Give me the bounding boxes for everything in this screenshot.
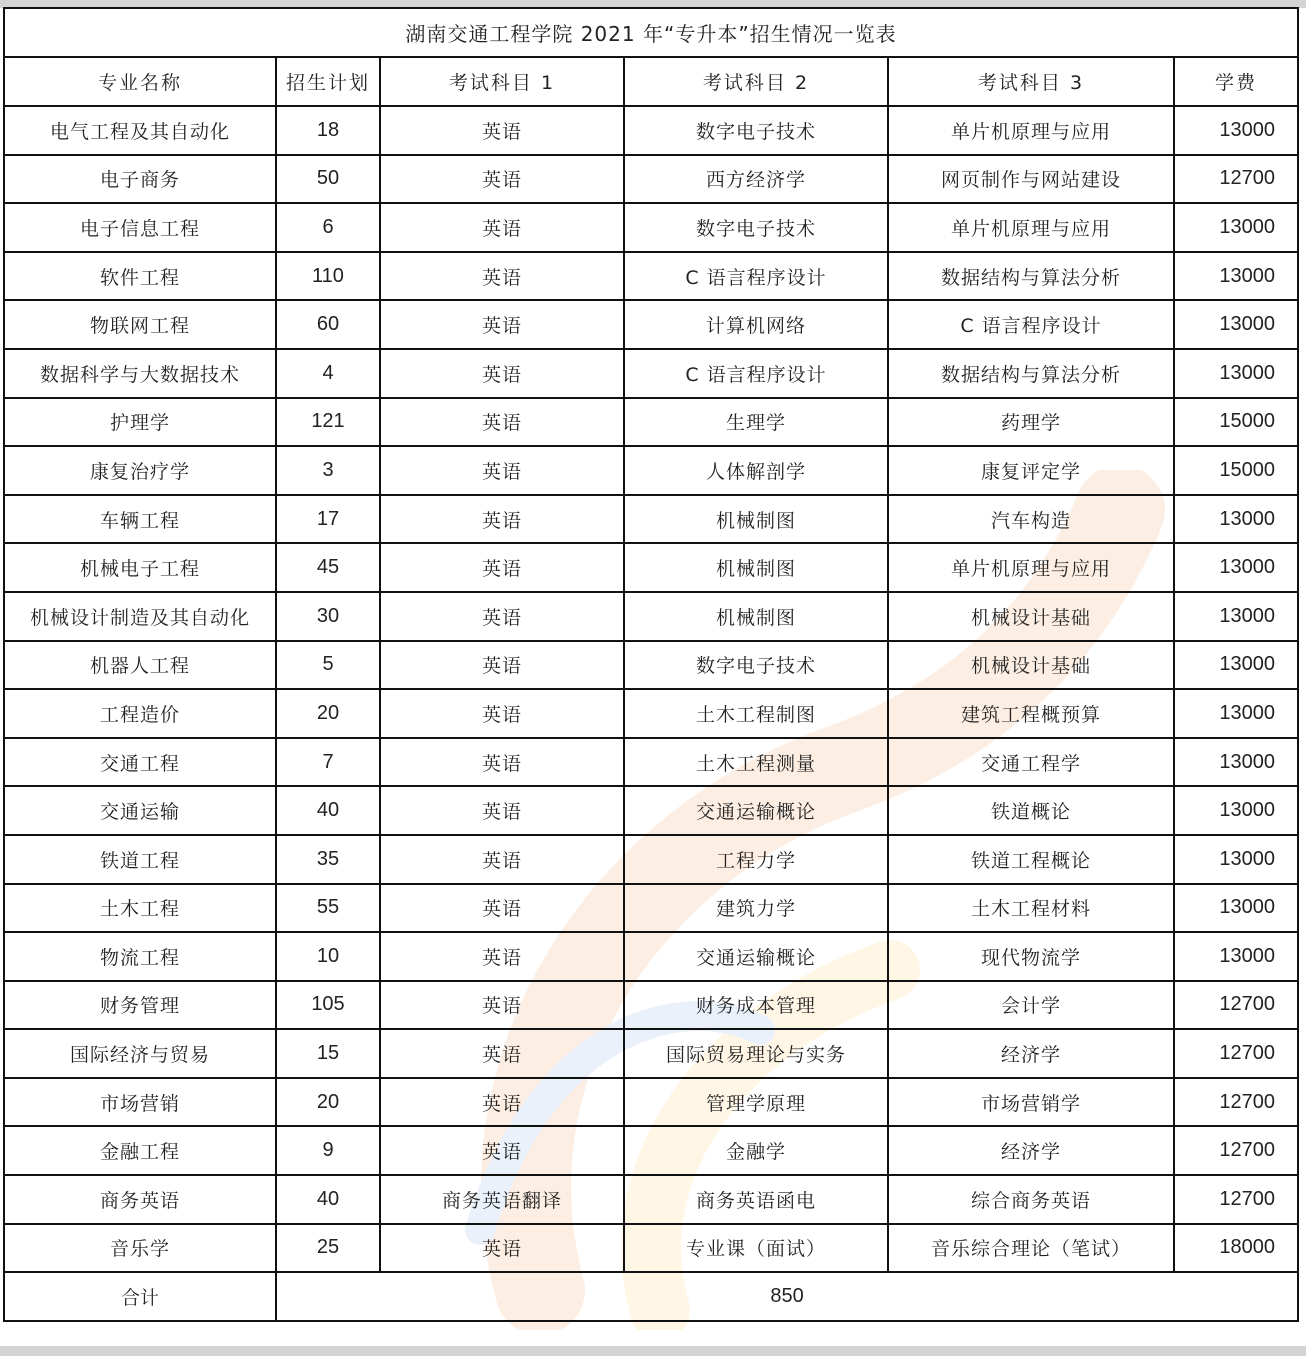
cell-major: 市场营销 bbox=[4, 1078, 276, 1127]
cell-fee: 13000 bbox=[1174, 203, 1298, 252]
cell-subject2: C 语言程序设计 bbox=[624, 349, 888, 398]
cell-fee: 18000 bbox=[1174, 1224, 1298, 1273]
table-row bbox=[4, 1224, 1298, 1273]
table-row bbox=[4, 884, 1298, 933]
cell-subject2: 机械制图 bbox=[624, 543, 888, 592]
cell-subject2: 人体解剖学 bbox=[624, 446, 888, 495]
cell-major: 国际经济与贸易 bbox=[4, 1029, 276, 1078]
cell-fee: 12700 bbox=[1174, 1126, 1298, 1175]
cell-fee: 13000 bbox=[1174, 252, 1298, 301]
cell-subject1: 英语 bbox=[380, 398, 624, 447]
cell-fee: 13000 bbox=[1174, 641, 1298, 690]
cell-subject1: 英语 bbox=[380, 932, 624, 981]
cell-subject2: 西方经济学 bbox=[624, 155, 888, 204]
cell-plan: 20 bbox=[276, 1078, 380, 1127]
cell-subject3: 康复评定学 bbox=[888, 446, 1174, 495]
cell-subject2: 机械制图 bbox=[624, 592, 888, 641]
cell-subject2: 数字电子技术 bbox=[624, 203, 888, 252]
cell-fee: 13000 bbox=[1174, 543, 1298, 592]
table-row bbox=[4, 446, 1298, 495]
cell-plan: 121 bbox=[276, 398, 380, 447]
cell-major: 商务英语 bbox=[4, 1175, 276, 1224]
table-row bbox=[4, 203, 1298, 252]
cell-subject3: 数据结构与算法分析 bbox=[888, 349, 1174, 398]
cell-subject1: 英语 bbox=[380, 252, 624, 301]
cell-major: 交通工程 bbox=[4, 738, 276, 787]
cell-major: 护理学 bbox=[4, 398, 276, 447]
title-row bbox=[4, 8, 1298, 57]
cell-subject2: 管理学原理 bbox=[624, 1078, 888, 1127]
enrollment-table bbox=[3, 7, 1299, 1322]
cell-subject2: 数字电子技术 bbox=[624, 641, 888, 690]
header-row bbox=[4, 57, 1298, 106]
cell-plan: 35 bbox=[276, 835, 380, 884]
header-fee: 学费 bbox=[1174, 57, 1298, 106]
cell-subject1: 英语 bbox=[380, 981, 624, 1030]
cell-plan: 3 bbox=[276, 446, 380, 495]
cell-fee: 13000 bbox=[1174, 932, 1298, 981]
enrollment-table-container bbox=[3, 7, 1297, 1322]
cell-subject3: 机械设计基础 bbox=[888, 641, 1174, 690]
cell-subject3: 经济学 bbox=[888, 1029, 1174, 1078]
cell-subject2: 数字电子技术 bbox=[624, 106, 888, 155]
total-label: 合计 bbox=[4, 1272, 276, 1321]
cell-subject1: 英语 bbox=[380, 446, 624, 495]
cell-fee: 13000 bbox=[1174, 689, 1298, 738]
cell-fee: 15000 bbox=[1174, 398, 1298, 447]
cell-plan: 40 bbox=[276, 1175, 380, 1224]
table-row bbox=[4, 106, 1298, 155]
cell-major: 数据科学与大数据技术 bbox=[4, 349, 276, 398]
total-row bbox=[4, 1272, 1298, 1321]
cell-subject1: 英语 bbox=[380, 835, 624, 884]
cell-plan: 55 bbox=[276, 884, 380, 933]
cell-subject1: 英语 bbox=[380, 1078, 624, 1127]
table-row bbox=[4, 1126, 1298, 1175]
cell-major: 车辆工程 bbox=[4, 495, 276, 544]
table-row bbox=[4, 932, 1298, 981]
cell-major: 机械电子工程 bbox=[4, 543, 276, 592]
cell-subject2: 专业课（面试） bbox=[624, 1224, 888, 1273]
cell-plan: 25 bbox=[276, 1224, 380, 1273]
cell-fee: 13000 bbox=[1174, 835, 1298, 884]
cell-subject3: 药理学 bbox=[888, 398, 1174, 447]
cell-major: 金融工程 bbox=[4, 1126, 276, 1175]
cell-major: 物联网工程 bbox=[4, 300, 276, 349]
cell-major: 软件工程 bbox=[4, 252, 276, 301]
cell-subject2: 国际贸易理论与实务 bbox=[624, 1029, 888, 1078]
header-plan: 招生计划 bbox=[276, 57, 380, 106]
cell-major: 铁道工程 bbox=[4, 835, 276, 884]
cell-subject1: 英语 bbox=[380, 543, 624, 592]
cell-subject2: 交通运输概论 bbox=[624, 932, 888, 981]
cell-subject2: 财务成本管理 bbox=[624, 981, 888, 1030]
cell-subject2: 交通运输概论 bbox=[624, 786, 888, 835]
cell-plan: 5 bbox=[276, 641, 380, 690]
cell-subject2: 工程力学 bbox=[624, 835, 888, 884]
cell-subject2: 商务英语函电 bbox=[624, 1175, 888, 1224]
cell-subject1: 英语 bbox=[380, 738, 624, 787]
cell-subject3: 交通工程学 bbox=[888, 738, 1174, 787]
cell-plan: 50 bbox=[276, 155, 380, 204]
cell-plan: 7 bbox=[276, 738, 380, 787]
cell-fee: 13000 bbox=[1174, 738, 1298, 787]
header-subject1: 考试科目 1 bbox=[380, 57, 624, 106]
cell-fee: 15000 bbox=[1174, 446, 1298, 495]
table-row bbox=[4, 641, 1298, 690]
cell-subject1: 英语 bbox=[380, 203, 624, 252]
table-row bbox=[4, 349, 1298, 398]
table-row bbox=[4, 1175, 1298, 1224]
header-major: 专业名称 bbox=[4, 57, 276, 106]
cell-plan: 18 bbox=[276, 106, 380, 155]
cell-subject2: 计算机网络 bbox=[624, 300, 888, 349]
cell-subject3: 综合商务英语 bbox=[888, 1175, 1174, 1224]
cell-subject3: 铁道概论 bbox=[888, 786, 1174, 835]
table-row bbox=[4, 495, 1298, 544]
cell-subject3: 土木工程材料 bbox=[888, 884, 1174, 933]
table-row bbox=[4, 543, 1298, 592]
table-row bbox=[4, 300, 1298, 349]
cell-major: 电子商务 bbox=[4, 155, 276, 204]
cell-fee: 13000 bbox=[1174, 592, 1298, 641]
cell-plan: 15 bbox=[276, 1029, 380, 1078]
cell-major: 工程造价 bbox=[4, 689, 276, 738]
cell-subject1: 英语 bbox=[380, 106, 624, 155]
cell-plan: 60 bbox=[276, 300, 380, 349]
cell-subject1: 英语 bbox=[380, 884, 624, 933]
cell-subject3: 机械设计基础 bbox=[888, 592, 1174, 641]
cell-subject1: 英语 bbox=[380, 1029, 624, 1078]
cell-subject2: 土木工程测量 bbox=[624, 738, 888, 787]
cell-subject3: 建筑工程概预算 bbox=[888, 689, 1174, 738]
table-row bbox=[4, 689, 1298, 738]
table-row bbox=[4, 252, 1298, 301]
cell-major: 机械设计制造及其自动化 bbox=[4, 592, 276, 641]
cell-subject3: 单片机原理与应用 bbox=[888, 203, 1174, 252]
cell-subject1: 商务英语翻译 bbox=[380, 1175, 624, 1224]
cell-subject1: 英语 bbox=[380, 495, 624, 544]
cell-subject3: 数据结构与算法分析 bbox=[888, 252, 1174, 301]
cell-fee: 13000 bbox=[1174, 786, 1298, 835]
cell-subject1: 英语 bbox=[380, 592, 624, 641]
cell-subject2: 土木工程制图 bbox=[624, 689, 888, 738]
table-row bbox=[4, 981, 1298, 1030]
cell-subject1: 英语 bbox=[380, 300, 624, 349]
cell-subject3: 汽车构造 bbox=[888, 495, 1174, 544]
cell-subject1: 英语 bbox=[380, 155, 624, 204]
cell-plan: 4 bbox=[276, 349, 380, 398]
cell-subject3: 音乐综合理论（笔试） bbox=[888, 1224, 1174, 1273]
cell-subject1: 英语 bbox=[380, 786, 624, 835]
cell-major: 土木工程 bbox=[4, 884, 276, 933]
cell-subject3: 市场营销学 bbox=[888, 1078, 1174, 1127]
cell-subject3: 单片机原理与应用 bbox=[888, 543, 1174, 592]
cell-subject3: 铁道工程概论 bbox=[888, 835, 1174, 884]
cell-plan: 30 bbox=[276, 592, 380, 641]
cell-plan: 45 bbox=[276, 543, 380, 592]
total-value: 850 bbox=[276, 1272, 1298, 1321]
cell-major: 电气工程及其自动化 bbox=[4, 106, 276, 155]
cell-plan: 40 bbox=[276, 786, 380, 835]
cell-fee: 12700 bbox=[1174, 155, 1298, 204]
cell-major: 康复治疗学 bbox=[4, 446, 276, 495]
cell-fee: 13000 bbox=[1174, 884, 1298, 933]
table-row bbox=[4, 786, 1298, 835]
header-subject2: 考试科目 2 bbox=[624, 57, 888, 106]
cell-plan: 20 bbox=[276, 689, 380, 738]
cell-fee: 12700 bbox=[1174, 1029, 1298, 1078]
cell-plan: 9 bbox=[276, 1126, 380, 1175]
table-row bbox=[4, 1029, 1298, 1078]
cell-plan: 110 bbox=[276, 252, 380, 301]
cell-major: 音乐学 bbox=[4, 1224, 276, 1273]
cell-fee: 12700 bbox=[1174, 1175, 1298, 1224]
table-row bbox=[4, 398, 1298, 447]
cell-subject2: 机械制图 bbox=[624, 495, 888, 544]
cell-fee: 13000 bbox=[1174, 106, 1298, 155]
cell-plan: 17 bbox=[276, 495, 380, 544]
cell-subject3: 网页制作与网站建设 bbox=[888, 155, 1174, 204]
cell-subject2: 生理学 bbox=[624, 398, 888, 447]
table-row bbox=[4, 592, 1298, 641]
cell-fee: 13000 bbox=[1174, 495, 1298, 544]
cell-major: 财务管理 bbox=[4, 981, 276, 1030]
cell-subject1: 英语 bbox=[380, 689, 624, 738]
cell-subject3: 会计学 bbox=[888, 981, 1174, 1030]
cell-subject1: 英语 bbox=[380, 641, 624, 690]
table-row bbox=[4, 155, 1298, 204]
table-row bbox=[4, 1078, 1298, 1127]
cell-major: 电子信息工程 bbox=[4, 203, 276, 252]
table-row bbox=[4, 835, 1298, 884]
bottom-gray-band bbox=[0, 1346, 1306, 1356]
cell-subject3: 现代物流学 bbox=[888, 932, 1174, 981]
cell-major: 物流工程 bbox=[4, 932, 276, 981]
cell-plan: 105 bbox=[276, 981, 380, 1030]
header-subject3: 考试科目 3 bbox=[888, 57, 1174, 106]
cell-fee: 13000 bbox=[1174, 300, 1298, 349]
cell-plan: 6 bbox=[276, 203, 380, 252]
cell-subject2: 金融学 bbox=[624, 1126, 888, 1175]
cell-subject3: 单片机原理与应用 bbox=[888, 106, 1174, 155]
cell-subject2: C 语言程序设计 bbox=[624, 252, 888, 301]
cell-subject1: 英语 bbox=[380, 349, 624, 398]
table-title: 湖南交通工程学院 2021 年“专升本”招生情况一览表 bbox=[4, 8, 1298, 57]
cell-subject3: 经济学 bbox=[888, 1126, 1174, 1175]
cell-fee: 13000 bbox=[1174, 349, 1298, 398]
cell-subject3: C 语言程序设计 bbox=[888, 300, 1174, 349]
cell-subject2: 建筑力学 bbox=[624, 884, 888, 933]
cell-fee: 12700 bbox=[1174, 981, 1298, 1030]
table-row bbox=[4, 738, 1298, 787]
cell-fee: 12700 bbox=[1174, 1078, 1298, 1127]
cell-subject1: 英语 bbox=[380, 1224, 624, 1273]
cell-plan: 10 bbox=[276, 932, 380, 981]
cell-major: 交通运输 bbox=[4, 786, 276, 835]
cell-subject1: 英语 bbox=[380, 1126, 624, 1175]
cell-major: 机器人工程 bbox=[4, 641, 276, 690]
